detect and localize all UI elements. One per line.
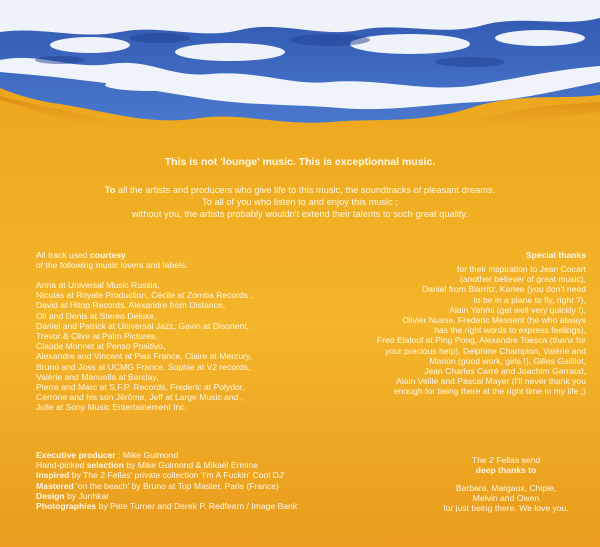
list-item: Daniel and Patrick at Universal Jazz, Gavin at Disorient, bbox=[36, 320, 250, 331]
courtesy-intro: All track used courtesy of the following music lovers and labels: bbox=[36, 250, 188, 271]
list-item: Nicolas at Royale Production, Cécile at Zomba Records , bbox=[36, 290, 253, 301]
special-thanks-list bbox=[377, 264, 586, 397]
list-item: Barbara, Margaux, Chipie, bbox=[455, 483, 557, 493]
fellas-thanks-heading: The 2 Fellas send deep thanks to bbox=[471, 455, 541, 476]
dedication-line-1: To all the artists and producers who give life to this music, the soundtracks of pleasant dreams. bbox=[104, 185, 496, 195]
list-item: enough for being there at the right time in my life ;) bbox=[393, 386, 586, 397]
list-item: has the right words to express feelings), bbox=[434, 325, 586, 336]
list-item: Pierre and Marc at S.F.P. Records, Frederic at Polydor, bbox=[36, 382, 245, 393]
list-item: (another believer of great music), bbox=[459, 274, 586, 285]
ocean-wave-photo bbox=[0, 0, 600, 150]
list-item: for their inspiration to Jean Cocart bbox=[457, 264, 586, 274]
list-item: Olivier Nusse, Frederic Messent (he who always bbox=[402, 315, 586, 326]
credit-line: Photographies by Pete Turner and Derek P. Redfearn / Image Bank bbox=[36, 501, 298, 512]
list-item: Marion (good work, girls !), Gilles Gailliot, bbox=[429, 355, 586, 366]
list-item: Bruno and Joss at UCMG France, Sophie at V2 records, bbox=[36, 361, 251, 372]
list-item: Valérie and Manuella at Barclay, bbox=[36, 371, 159, 382]
fellas-thanks-list bbox=[426, 483, 586, 514]
dedication-line-2: To all of you who listen to and enjoy this music ; bbox=[202, 197, 398, 208]
dedication-line-3: without you, the artists probably wouldn't extend their talents to such great quality. bbox=[132, 209, 468, 220]
credit-line: Executive producer : Mike Guimond bbox=[36, 450, 179, 460]
credit-line: Inspired by The 2 Fellas' private collection 'I'm A Fuckin' Cool DJ' bbox=[36, 470, 285, 481]
credit-line: Design by Junhkar bbox=[36, 490, 110, 501]
list-item: Claude Monnet at Penso Positivo, bbox=[36, 341, 166, 352]
list-item: Trevor & Clive at Palm Pictures, bbox=[36, 331, 158, 342]
list-item: Cerrone and his son Jérôme, Jeff at Large Music and , bbox=[36, 392, 244, 403]
credit-line: Hand-picked selection by Mike Guimond & Mikaël Ermine bbox=[36, 460, 259, 471]
list-item: Melvin and Owen bbox=[472, 493, 540, 504]
credits bbox=[36, 450, 297, 511]
special-thanks-heading: Special thanks bbox=[525, 250, 586, 260]
list-item: Oli and Denis at Stereo Deluxe, bbox=[36, 310, 157, 321]
list-item: your precious help), Delphine Champion, Valérie and bbox=[385, 345, 586, 356]
list-item: Julie at Sony Music Entertainement Inc. bbox=[36, 402, 187, 413]
list-item: for just being there. We love you. bbox=[443, 503, 569, 514]
credit-line: Mastered 'on the beach' by Bruno at Top Master, Paris (France) bbox=[36, 480, 279, 491]
list-item: Alain Yahmi (get well very quickly !), bbox=[449, 304, 586, 315]
list-item: Anna at Universal Music Russia, bbox=[36, 280, 160, 290]
list-item: Alain Veille and Pascal Mayer (I'll never thank you bbox=[396, 376, 586, 387]
list-item: Alexandre and Vincent at Pias France, Claire at Mercury, bbox=[36, 351, 253, 362]
list-item: David at Hitop Records, Alexandre from Distance, bbox=[36, 300, 226, 311]
list-item: to be in a plane to fly, right ?), bbox=[473, 294, 586, 305]
courtesy-list bbox=[36, 280, 253, 413]
headline: This is not 'lounge' music. This is exceptionnal music. bbox=[164, 156, 436, 168]
list-item: Daniel from Biarritz, Karlee (you don't need bbox=[421, 284, 586, 295]
dedication bbox=[0, 184, 600, 221]
list-item: Fred Elalouf at Ping Pong, Alexandre Toesca (thanx for bbox=[376, 335, 586, 346]
list-item: Jean Charles Carré and Joachim Garraud, bbox=[424, 366, 586, 377]
